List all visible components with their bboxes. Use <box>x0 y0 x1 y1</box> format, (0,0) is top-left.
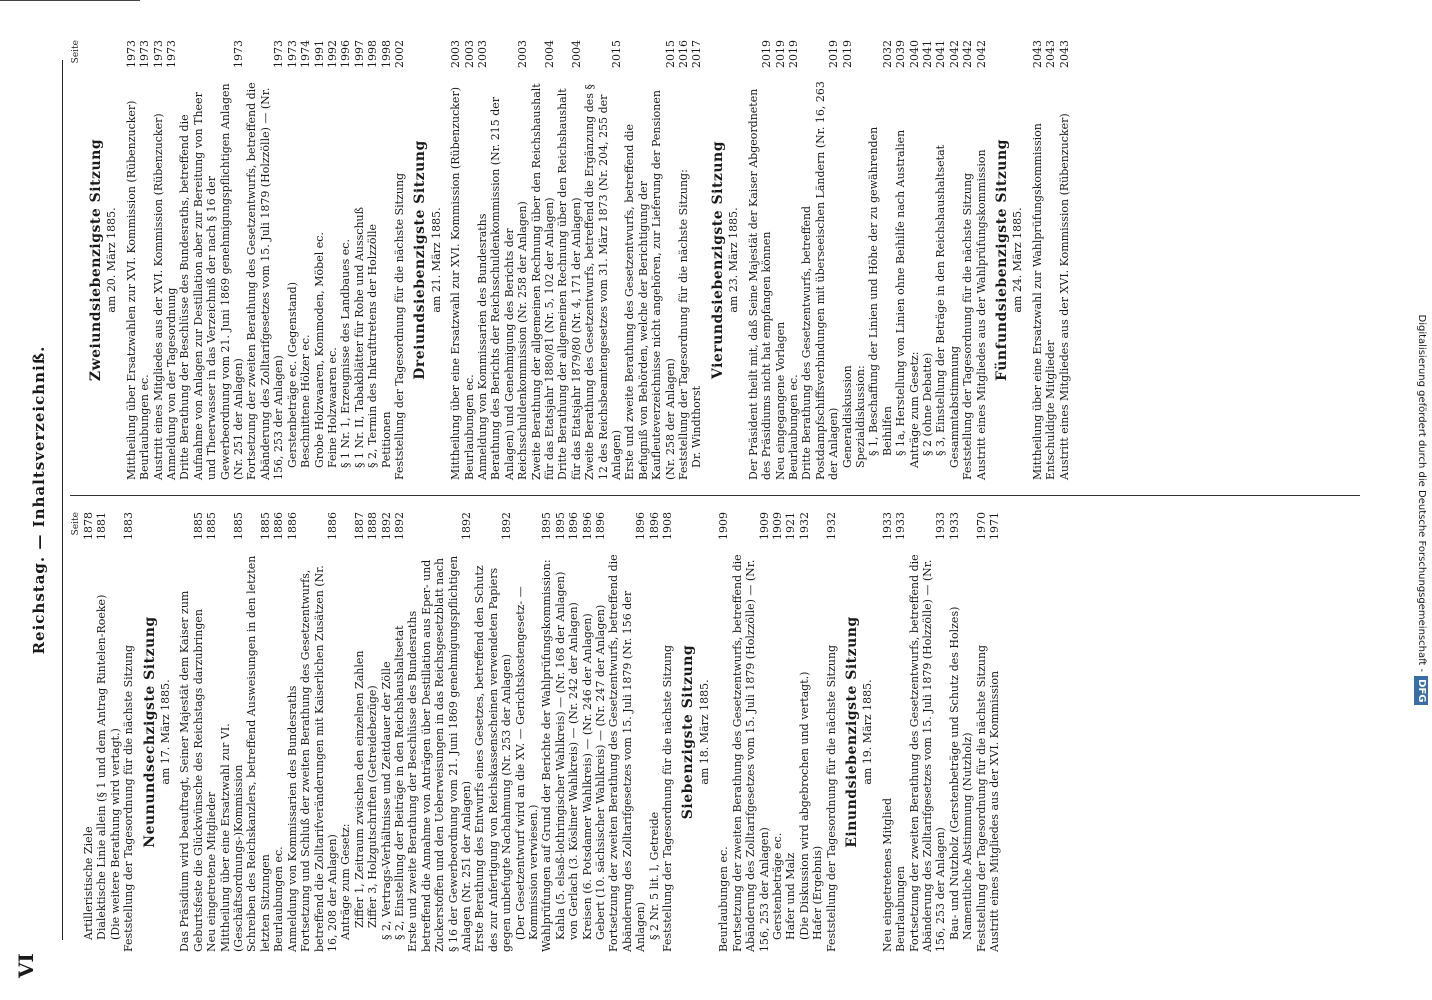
toc-entry <box>961 40 974 480</box>
toc-entry <box>921 40 934 480</box>
toc-entry-page: 2003 <box>475 40 489 68</box>
toc-entry-page: 1997 <box>352 40 366 68</box>
toc-entry <box>787 40 800 480</box>
session-heading: Neunundsechzigste Sitzung <box>141 616 158 848</box>
toc-entry <box>393 40 406 480</box>
toc-entry-page: 2003 <box>449 40 463 68</box>
toc-entry-page: 2019 <box>840 40 854 68</box>
toc-entry-text: (Der Gesetzentwurf wird an die XV. — Gerichtskostengesetz- — Kommission verwiesen.) <box>513 586 540 940</box>
toc-entry <box>353 512 366 952</box>
toc-entry-page: 1973 <box>124 40 138 68</box>
toc-entry <box>449 40 462 480</box>
toc-entry-text: § 2 (ohne Debatte) <box>920 352 934 456</box>
toc-entry-page: 1883 <box>122 512 136 540</box>
toc-entry-text: Das Präsidium wird beauftragt, Seiner Majestät dem Kaiser zum Geburtsfeste die Glückwünsche des Reichstags darzubringen <box>178 590 205 952</box>
toc-entry-page: 1878 <box>82 512 95 540</box>
toc-entry <box>841 40 854 480</box>
toc-entry-text: Dritte Berathung der allgemeinen Rechnung über den Reichshaushalt für das Etatsjahr 1879/80 (Nr. 4, 171 der Anlagen) <box>556 88 583 480</box>
toc-entry-text: Anmeldung von Kommissarien des Bundesraths <box>285 685 299 952</box>
toc-entry-text: Erste Berathung des Entwurfs eines Gesetzes, betreffend den Schutz des zur Anfertigung von Reichskassenscheinen verwendeten Papiers gegen unbefugte Nachahmung (Nr. 253 der Anlagen) <box>473 565 514 952</box>
toc-entry <box>677 40 690 480</box>
toc-entry-page: 1998 <box>379 40 393 68</box>
toc-entry-page: 1992 <box>325 40 339 68</box>
toc-entry-text: Dritte Berathung des Gesetzentwurfs, betreffend Postdampfschiffsverbindungen mit überseeischen Ländern (Nr. 16, 263 der Anlagen) <box>800 81 841 480</box>
toc-entry-page: 1892 <box>392 512 406 540</box>
session-heading: Vierundsiebenzigste Sitzung <box>709 140 726 380</box>
toc-entry <box>219 512 246 952</box>
toc-entry <box>245 40 285 480</box>
toc-entry-page: 2042 <box>961 40 975 68</box>
toc-entry-text: Feststellung der Tagesordnung für die nächste Sitzung <box>122 644 136 952</box>
toc-entry-page: 1885 <box>258 512 272 540</box>
toc-entry-text: Generaldiskussion <box>840 365 854 468</box>
toc-entry <box>393 512 406 952</box>
toc-entry-text: Neu eingegangene Vorlagen <box>773 321 787 480</box>
toc-entry <box>152 40 165 480</box>
session-heading: Zweiundsiebenzigste Sitzung <box>88 138 104 382</box>
toc-entry-text: Hafer und Malz <box>784 852 798 940</box>
toc-entry-text: Grobe Holzwaaren, Kommoden, Möbel ec. <box>312 232 326 468</box>
toc-entry-text: Gerstenbeträge ec. (Gegenstand) <box>285 282 299 468</box>
toc-entry <box>178 40 245 480</box>
toc-entry <box>339 512 352 952</box>
toc-entry <box>717 512 730 952</box>
toc-entry-text: Kreisen (6. Potsdamer Wahlkreis) — (Nr. 246 der Anlagen) <box>580 613 594 940</box>
toc-entry-text: Feststellung der Tagesordnung für die nächste Sitzung <box>661 644 675 952</box>
toc-entry-page: 1921 <box>784 512 798 540</box>
toc-entry-page: 2043 <box>1044 40 1058 68</box>
toc-entry-page: 2043 <box>1057 40 1071 68</box>
toc-entry-page: 1909 <box>717 512 731 540</box>
session-heading: Siebenzigste Sitzung <box>680 644 697 820</box>
toc-entry <box>165 40 178 480</box>
toc-entry-page: 1996 <box>339 40 353 68</box>
toc-entry-text: Austritt eines Mitgliedes aus der XVI. Kommission <box>988 670 1001 952</box>
toc-entry-page: 2004 <box>543 40 556 68</box>
toc-entry-text: § 2, Einstellung der Beiträge in den Reichshaushaltsetat <box>392 625 406 940</box>
toc-entry <box>272 512 285 952</box>
toc-entry-text: Ziffer 3, Holzgutschriften (Getreidebezüge) <box>366 685 380 928</box>
toc-entry-text: § 1, Beschaffung der Linien und Höhe der zu gewährenden Beihilfen <box>867 126 894 456</box>
toc-entry-text: Dritte Berathung der Beschlüsse des Bundesraths, betreffend die Aufnahme von Anlagen zur Destillation aber zur Bereitung von Theer und Theerwasser in das Verzeichniß der nach § 16 der Gewerbeordnung vom 21. Juni 1869 genehmigungspflichtigen Anlagen (Nr. 251 der Anlagen) <box>178 83 246 480</box>
session-date: am 19. März 1885. <box>861 679 875 785</box>
toc-entry-text: Austritt eines Mitgliedes aus der Wahlprüfungskommission <box>974 149 988 480</box>
toc-entry <box>299 40 312 480</box>
column-divider <box>70 495 1360 496</box>
toc-entry-text: Dialektische Linie allein (§ 1 und dem Antrag Rintelen-Roeke) <box>95 594 109 940</box>
toc-list-right <box>90 40 1071 480</box>
toc-entry-page: 2004 <box>569 40 583 68</box>
toc-entry-text: Erste und zweite Berathung der Beschlüsse des Bundesraths betreffend die Annahme von Anträgen über Destillation aus Eper- und Zuckerstoffen und den Ueberweisungen in das Reichsgesetzblatt nach § 16 der Gewerbeordnung vom 21. Juni 1869 genehmigungspflichtigen Anlagen (Nr. 251 der Anlagen) <box>406 555 473 952</box>
toc-entry <box>894 40 907 480</box>
toc-entry <box>1044 40 1057 480</box>
toc-entry-page: 1881 <box>95 512 109 540</box>
toc-entry-page: 1974 <box>299 40 313 68</box>
toc-entry-page: 2015 <box>663 40 677 68</box>
toc-entry <box>567 512 580 952</box>
session-date: am 18. März 1885. <box>697 679 711 785</box>
toc-entry-page: 2043 <box>1030 40 1044 68</box>
toc-entry-text: Zweite Berathung des Gesetzentwurfs, betreffend die Ergänzung des § 12 des Reichsbeamtengesetzes vom 31. März 1873 (Nr. 204, 255 der Anlagen) <box>583 84 624 480</box>
toc-entry <box>299 512 339 952</box>
toc-entry-page: 2040 <box>907 40 921 68</box>
toc-entry-text: § 2, Vertrags-Verhältnisse und Zeitdauer der Zölle <box>379 661 393 940</box>
toc-entry <box>205 512 218 952</box>
toc-entry-text: Beurlaubungen <box>894 866 908 952</box>
toc-entry <box>961 512 974 952</box>
toc-entry-text: Der Präsident theilt mit, daß Seine Majestät der Kaiser Abgeordneten des Präsidiums nicht hat empfangen können <box>746 88 774 480</box>
toc-entry <box>1031 40 1044 480</box>
toc-entry-page: 1886 <box>325 512 339 540</box>
toc-entry <box>894 512 907 952</box>
toc-entry <box>731 512 771 952</box>
toc-entry <box>798 512 811 952</box>
digitization-credit <box>1414 20 1428 1000</box>
toc-column-left <box>70 512 1001 952</box>
toc-entry-text: Neu eingetretenes Mitglied <box>880 797 894 952</box>
toc-entry <box>975 40 988 480</box>
toc-entry <box>554 512 567 952</box>
toc-entry-page: 2017 <box>690 40 704 68</box>
toc-entry-page: 1998 <box>366 40 380 68</box>
session-date: am 17. März 1885. <box>159 679 173 785</box>
header-rule <box>62 60 63 940</box>
toc-entry-text: Beurlaubungen ec. <box>462 374 476 480</box>
toc-entry-page: 2019 <box>760 40 774 68</box>
toc-entry-text: Austritt eines Mitgliedes aus der XVI. Kommission (Rübenzucker) <box>1057 113 1071 480</box>
session-date: am 23. März 1885. <box>727 207 741 313</box>
toc-entry-page: 1887 <box>352 512 366 540</box>
toc-entry-text: § 3, Einstellung der Beträge in den Reichshaushaltsetat <box>934 144 948 456</box>
toc-entry <box>313 40 326 480</box>
toc-entry-page: 1896 <box>594 512 608 540</box>
toc-entry-text: Beschnittene Hölzer ec. <box>299 334 313 468</box>
toc-entry-page: 1886 <box>285 512 299 540</box>
toc-entry <box>581 512 594 952</box>
toc-entry-text: Erste und zweite Berathung des Gesetzentwurfs, betreffend die Befugniß von Behörden, welche der Berichtigung der Kaufleuteverzeichnisse nicht angehören, zur Lieferung der Pensionen (Nr. 258 der Anlagen) <box>623 90 677 480</box>
toc-entry-text: § 1 Nr. 1, Erzeugnisse des Landbaues ec. <box>339 239 353 468</box>
toc-entry-text: § 1a, Herstellung von Linien ohne Beihilfe nach Australien <box>894 129 908 456</box>
toc-entry-page: 2015 <box>610 40 624 68</box>
toc-entry-page: 1896 <box>647 512 661 540</box>
toc-entry-text: Schreiben des Reichskanzlers, betreffend Ausweisungen in den letzten letzten Sitzungen <box>245 555 272 952</box>
toc-entry <box>366 512 379 952</box>
toc-entry <box>514 512 541 952</box>
toc-entry-page: 1885 <box>191 512 205 540</box>
toc-entry-text: Artilleristische Ziele <box>82 826 95 940</box>
toc-entry <box>122 512 135 952</box>
session-date: am 21. März 1885. <box>429 207 443 313</box>
session-date: am 20. März 1885. <box>105 207 119 313</box>
toc-entry <box>473 512 513 952</box>
toc-entry-text: Mittheilung über eine Ersatzwahl zur XVI. Kommission (Rübenzucker) <box>449 87 463 480</box>
toc-entry-text: Gebert (10. sächsischer Wahlkreis) — (Nr. 247 der Anlagen) <box>594 604 608 940</box>
toc-entry <box>934 40 947 480</box>
toc-entry <box>747 40 774 480</box>
toc-entry-page: 1933 <box>894 512 908 540</box>
toc-entry <box>774 40 787 480</box>
toc-entry-text: Berathung des Berichts der Reichsschuldenkommission (Nr. 215 der Anlagen) und Genehmigung des Berichts der Reichsschuldenkommission (Nr. 258 der Anlagen) <box>489 96 530 480</box>
toc-entry <box>245 512 272 952</box>
toc-entry-text: Austritt eines Mitgliedes aus der XVI. Kommission (Rübenzucker) <box>151 113 165 480</box>
toc-entry <box>286 512 299 952</box>
toc-entry <box>1058 40 1071 480</box>
page-number: VI <box>14 953 38 978</box>
toc-entry-text: Mittheilung über eine Ersatzwahl zur VI. (Geschäftsordnungs-)Kommission <box>218 723 246 952</box>
toc-entry-page: 1933 <box>880 512 894 540</box>
toc-entry-text: Bau- und Nutzholz (Gerstenbeträge und Schutz des Holzes) <box>947 606 961 940</box>
toc-entry-text: Gesammtabstimmung <box>947 345 961 468</box>
toc-entry <box>366 40 379 480</box>
toc-entry <box>988 512 1001 952</box>
toc-entry-page: 1973 <box>165 40 179 68</box>
toc-entry-text: Petitionen <box>379 411 393 468</box>
toc-entry-page: 1892 <box>379 512 393 540</box>
toc-entry-page: 1973 <box>232 40 246 68</box>
toc-entry-page: 1908 <box>661 512 675 540</box>
toc-entry-page: 2003 <box>516 40 530 68</box>
toc-entry-text: Feine Holzwaaren ec. <box>325 347 339 468</box>
toc-entry-text: Mittheilung über Ersatzwahlen zur XVI. Kommission (Rübenzucker) <box>124 100 138 480</box>
toc-entry-page: 2016 <box>677 40 691 68</box>
toc-entry-page: 1909 <box>757 512 771 540</box>
toc-entry-text: Hafer (Ergebnis) <box>811 845 825 940</box>
toc-entry-page: 2003 <box>462 40 476 68</box>
toc-entry <box>82 512 95 952</box>
toc-entry-page: 2041 <box>920 40 934 68</box>
toc-entry-page: 1973 <box>272 40 286 68</box>
toc-entry-page: 1971 <box>988 512 1001 540</box>
toc-entry <box>690 40 703 480</box>
toc-entry-page: 1888 <box>366 512 380 540</box>
toc-entry-text: Beurlaubungen ec. <box>717 846 731 952</box>
toc-entry-text: Wahlprüfungen auf Grund der Berichte der Wahlprüfungskommission: <box>540 559 554 952</box>
toc-entry-text: Entschuldigte Mitglieder <box>1044 340 1058 480</box>
toc-entry-text: Neu eingetretene Mitglieder <box>205 791 219 952</box>
toc-entry-text: von Gerlach (3. Kösliner Wahlkreis) — (Nr. 242 der Anlagen) <box>567 602 581 940</box>
toc-entry-page: 1933 <box>947 512 961 540</box>
toc-entry <box>948 40 961 480</box>
toc-entry-page: 2019 <box>827 40 841 68</box>
toc-entry-text: § 2, Termin des Inkrafttretens der Holzzölle <box>366 223 380 468</box>
toc-entry-page: 2042 <box>947 40 961 68</box>
toc-entry-text: § 2 Nr. 5 lit. l, Getreide <box>647 811 661 940</box>
toc-entry-text: Feststellung der Tagesordnung für die nächste Sitzung <box>974 644 988 952</box>
toc-entry <box>948 512 961 952</box>
toc-entry <box>661 512 674 952</box>
toc-entry <box>540 512 553 952</box>
toc-entry <box>975 512 988 952</box>
toc-entry <box>867 40 894 480</box>
toc-entry-text: Dr. Windthorst <box>690 385 704 468</box>
toc-entry-text: Beurlaubungen ec. <box>786 374 800 480</box>
toc-entry-text: (Die weitere Berathung wird vertagt.) <box>108 728 122 940</box>
toc-entry <box>623 40 677 480</box>
toc-entry-page: 1886 <box>272 512 286 540</box>
toc-entry-text: Fortsetzung der zweiten Berathung des Gesetzentwurfs, betreffend die Abänderung des Zolltarifgesetzes vom 15. Juli 1879 (Holzzölle) — (Nr. 156, 253 der Anlagen) <box>245 82 286 480</box>
toc-entry <box>406 512 473 952</box>
toc-entry <box>908 40 921 480</box>
seite-label: Seite <box>71 40 81 64</box>
toc-entry-page: 2019 <box>786 40 800 68</box>
toc-entry-text: Namentliche Abstimmung (Nutzholz) <box>961 732 975 940</box>
toc-entry-page: 1973 <box>138 40 152 68</box>
toc-entry-page: 1892 <box>459 512 473 540</box>
toc-entry <box>583 40 623 480</box>
toc-entry-text: (Die Diskussion wird abgebrochen und vertagt.) <box>797 671 811 940</box>
toc-entry-text: Anmeldung von Kommissarien des Bundesraths <box>475 213 489 480</box>
session-heading: Fünfundsiebenzigste Sitzung <box>994 139 1010 381</box>
toc-entry-text: Feststellung der Tagesordnung für die nächste Sitzung <box>961 172 975 480</box>
toc-column-right <box>70 40 1071 480</box>
toc-entry-text: Ziffer 1, Zeitraum zwischen den einzelnen Zahlen <box>352 650 366 928</box>
toc-entry <box>339 40 352 480</box>
toc-entry-text: Fortsetzung und Schluß der zweiten Berathung des Gesetzentwurfs, betreffend die Zolltarifveränderungen mit Kaiserlichen Zusätzen (Nr. 16, 208 der Anlagen) <box>299 565 339 952</box>
toc-entry <box>648 512 661 952</box>
toc-entry-page: 1932 <box>824 512 838 540</box>
toc-entry-text: Spezialdiskussion: <box>853 365 867 468</box>
session-heading: Einundsiebenzigste Sitzung <box>843 616 860 848</box>
toc-entry-page: 2039 <box>894 40 908 68</box>
toc-entry <box>607 512 647 952</box>
toc-entry-page: 1892 <box>500 512 514 540</box>
toc-entry-text: § 1 Nr. II, Tabakblätter für Rohe und Ausschuß <box>352 207 366 468</box>
toc-entry <box>286 40 299 480</box>
toc-entry-text: Feststellung der Tagesordnung für die nächste Sitzung <box>824 644 838 952</box>
toc-entry-page: 1895 <box>553 512 567 540</box>
seite-label: Seite <box>71 512 81 536</box>
toc-entry-text: Feststellung der Tagesordnung für die nächste Sitzung <box>392 172 406 480</box>
dfg-logo: DFG <box>1414 676 1428 705</box>
toc-entry-text: Zweite Berathung der allgemeinen Rechnung über den Reichshaushalt für das Etatsjahr 1880/81 (Nr. 5, 102 der Anlagen) <box>529 83 556 480</box>
toc-entry-page: 1909 <box>770 512 784 540</box>
toc-entry <box>594 512 607 952</box>
toc-entry <box>825 512 838 952</box>
toc-entry <box>854 40 867 480</box>
toc-entry <box>881 512 894 952</box>
toc-entry-page: 1932 <box>797 512 811 540</box>
toc-entry-text: Fortsetzung der zweiten Berathung des Gesetzentwurfs, betreffend die Abänderung des Zolltarifgesetzes vom 15. Juli 1879 (Holzzölle) — (Nr. 156, 253 der Anlagen) <box>730 554 771 952</box>
toc-entry <box>380 40 393 480</box>
toc-entry-page: 2002 <box>392 40 406 68</box>
toc-entry-page: 1896 <box>580 512 594 540</box>
toc-entry <box>800 40 840 480</box>
toc-entry-page: 1896 <box>634 512 648 540</box>
toc-entry-page: 1933 <box>934 512 948 540</box>
toc-entry-page: 1991 <box>312 40 326 68</box>
toc-entry-text: Kahla (5. elsaß-lothringischer Wahlkreis) — (Nr. 168 der Anlagen) <box>553 571 567 940</box>
toc-entry <box>556 40 583 480</box>
toc-entry <box>771 512 784 952</box>
running-title: Reichstag. — Inhaltsverzeichniß. <box>30 345 48 655</box>
toc-list-left <box>82 512 1001 952</box>
toc-entry-text: Fortsetzung der zweiten Berathung des Gesetzentwurfs, betreffend die Abänderung des Zolltarifgesetzes vom 15. Juli 1879 (Holzzölle) — (Nr. 156, 253 der Anlagen) <box>907 554 948 952</box>
toc-entry-page: 2032 <box>880 40 894 68</box>
toc-entry-page: 1896 <box>567 512 581 540</box>
toc-entry-text: Fortsetzung der zweiten Berathung des Gesetzentwurfs, betreffend die Abänderung des Zolltarifgesetzes vom 15. Juli 1879 (Nr. 156 der Anlagen) <box>607 554 648 952</box>
toc-entry <box>463 40 476 480</box>
toc-entry-page: 1895 <box>540 512 554 540</box>
toc-entry-text: Anträge zum Gesetz: <box>339 823 353 940</box>
toc-entry-page: 1973 <box>151 40 165 68</box>
toc-entry-page: 2019 <box>773 40 787 68</box>
toc-entry-text: Mittheilung über eine Ersatzwahl zur Wahlprüfungskommission <box>1030 123 1044 480</box>
toc-entry-page: 1973 <box>285 40 299 68</box>
toc-entry-text: Feststellung der Tagesordnung für die nächste Sitzung: <box>677 169 691 480</box>
toc-entry <box>908 512 948 952</box>
toc-entry-text: Anträge zum Gesetz: <box>907 351 921 468</box>
toc-entry <box>530 40 557 480</box>
toc-entry <box>489 40 529 480</box>
toc-entry-page: 1970 <box>974 512 988 540</box>
toc-entry-page: 2041 <box>934 40 948 68</box>
session-date: am 24. März 1885. <box>1011 207 1025 313</box>
toc-entry <box>784 512 797 952</box>
toc-entry <box>138 40 151 480</box>
toc-entry <box>476 40 489 480</box>
toc-entry <box>380 512 393 952</box>
toc-entry-text: Beurlaubungen ec. <box>272 846 286 952</box>
toc-entry-text: Gerstenbeträge ec. <box>770 832 784 940</box>
toc-entry-page: 1885 <box>232 512 246 540</box>
toc-entry-page: 2042 <box>974 40 988 68</box>
toc-entry-page: 1885 <box>205 512 219 540</box>
toc-entry <box>178 512 205 952</box>
credit-text: Digitalisierung gefördert durch die Deutsche Forschungsgemeinschaft - <box>1416 314 1427 673</box>
credit-line <box>1414 20 1428 1000</box>
toc-entry-text: Beurlaubungen ec. <box>138 374 152 480</box>
toc-entry <box>353 40 366 480</box>
toc-entry-text: Anmeldung von der Tagesordnung <box>165 287 179 480</box>
toc-entry <box>125 40 138 480</box>
toc-entry <box>811 512 824 952</box>
session-heading: Dreiundsiebenzigste Sitzung <box>412 140 429 380</box>
toc-entry <box>95 512 108 952</box>
toc-entry <box>326 40 339 480</box>
toc-entry <box>109 512 122 952</box>
